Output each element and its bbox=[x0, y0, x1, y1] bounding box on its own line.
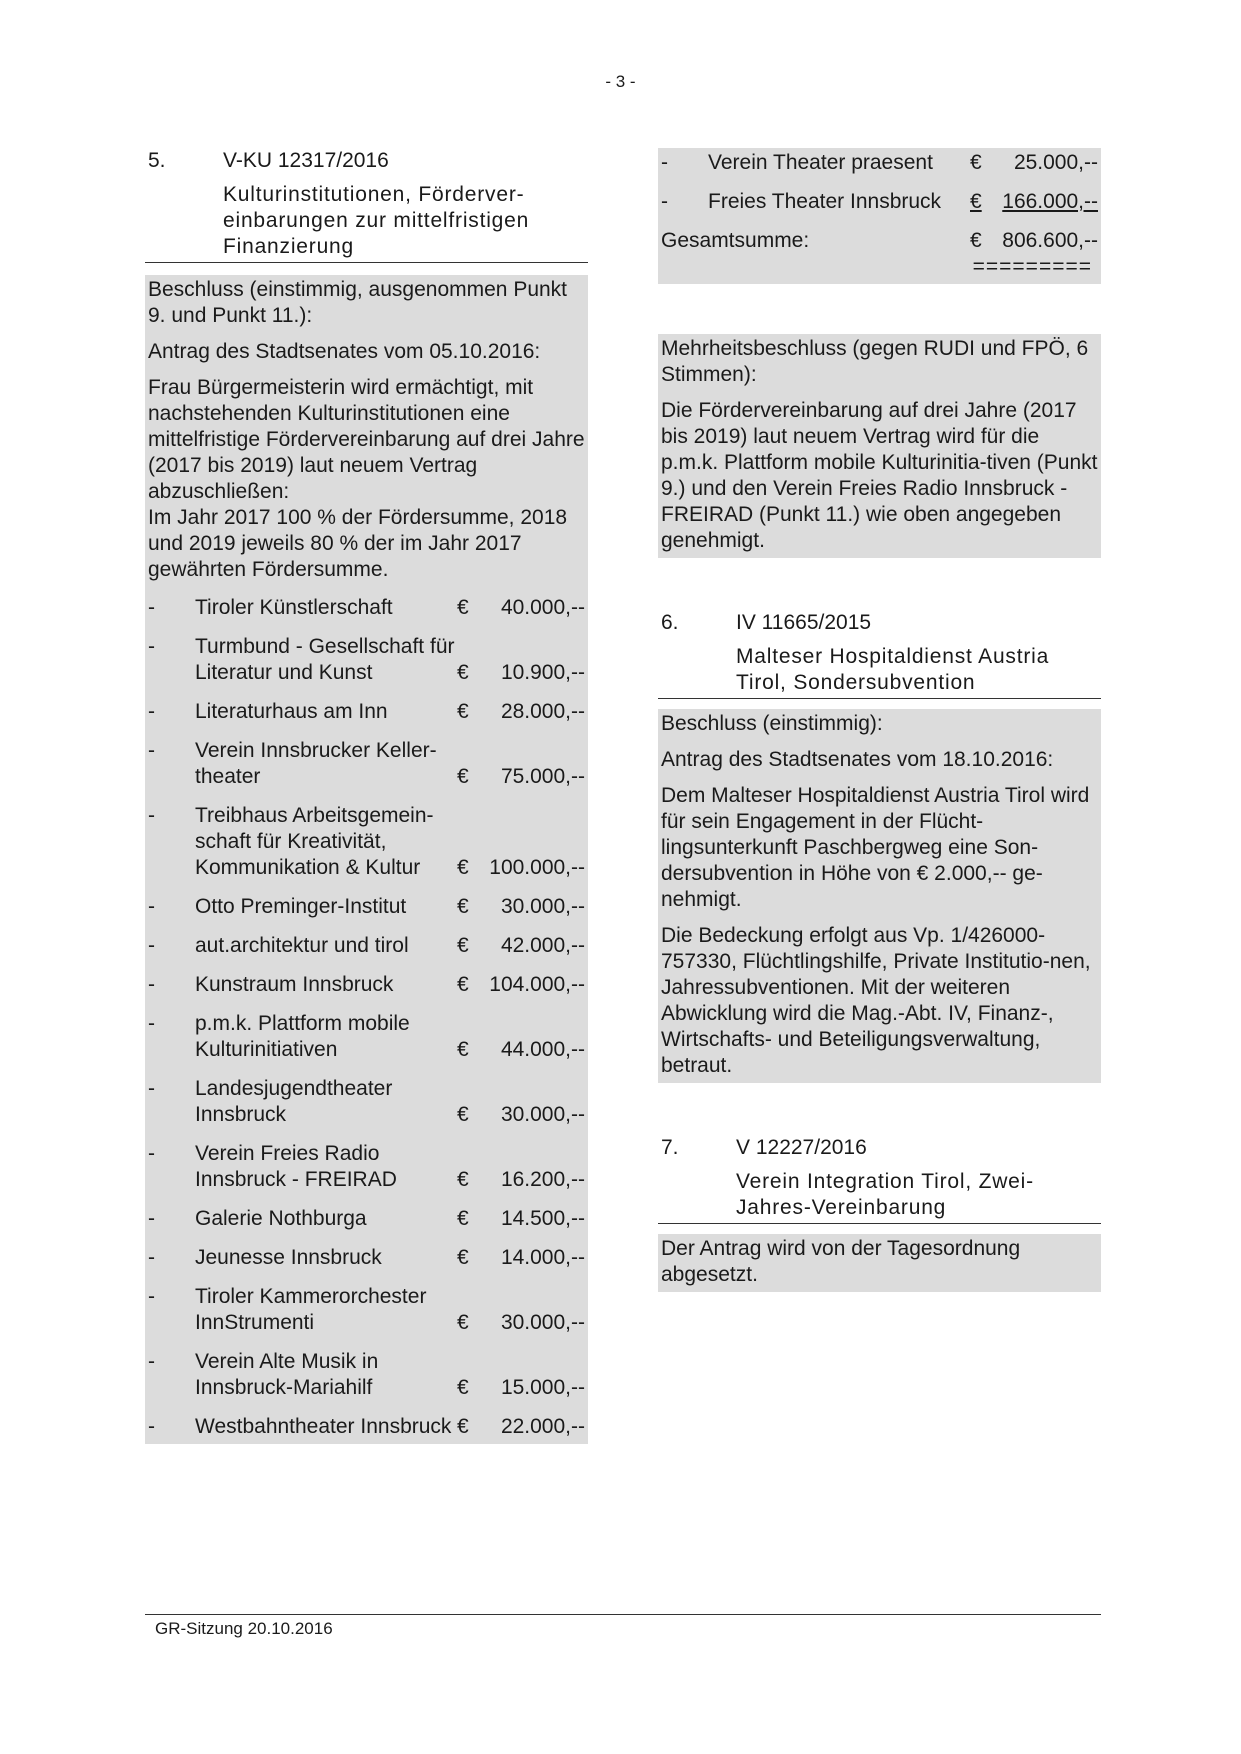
item5-entry-list bbox=[148, 595, 585, 1440]
item6-decision: Beschluss (einstimmig): bbox=[661, 712, 883, 735]
item7-id: V 12227/2016 bbox=[736, 1136, 867, 1159]
item7-text: Der Antrag wird von der Tagesordnung abgesetzt. bbox=[661, 1237, 1021, 1286]
euro-sign: € bbox=[457, 934, 469, 957]
entry-name: Literaturhaus am Inn bbox=[195, 700, 388, 723]
item6-motion: Antrag des Stadtsenates vom 18.10.2016: bbox=[661, 748, 1054, 771]
euro-sign: € bbox=[457, 661, 469, 684]
item5-header bbox=[145, 148, 588, 174]
entry-amount: 10.900,-- bbox=[500, 661, 585, 684]
item6-rule bbox=[658, 698, 1101, 699]
euro-sign: € bbox=[457, 856, 469, 879]
entry-amount: 25.000,-- bbox=[1013, 151, 1098, 174]
left-column bbox=[145, 148, 588, 1444]
euro-sign: € bbox=[457, 700, 469, 723]
item5-number: 5. bbox=[148, 149, 166, 172]
euro-sign: € bbox=[457, 895, 469, 918]
euro-sign: € bbox=[457, 973, 469, 996]
list-dash: - bbox=[148, 1350, 155, 1373]
list-dash: - bbox=[148, 804, 155, 827]
entry-name: p.m.k. Plattform mobile Kulturinitiativen bbox=[195, 1012, 410, 1061]
entry-name: Westbahntheater Innsbruck bbox=[195, 1415, 452, 1438]
entry-name: Treibhaus Arbeitsgemein-schaft für Kreativität, Kommunikation & Kultur bbox=[195, 804, 434, 879]
item5-motion: Antrag des Stadtsenates vom 05.10.2016: bbox=[148, 340, 541, 363]
euro-sign: € bbox=[457, 1376, 469, 1399]
right-column bbox=[658, 148, 1101, 1292]
euro-sign: € bbox=[970, 229, 982, 252]
item5-title bbox=[223, 182, 588, 260]
list-item bbox=[148, 1349, 585, 1401]
entry-amount: 104.000,-- bbox=[489, 973, 585, 996]
entry-name: Verein Theater praesent bbox=[708, 151, 933, 174]
entry-name: aut.architektur und tirol bbox=[195, 934, 409, 957]
euro-sign: € bbox=[970, 190, 982, 213]
list-item bbox=[148, 738, 585, 790]
item7-header bbox=[658, 1135, 1101, 1161]
euro-sign: € bbox=[457, 1207, 469, 1230]
entry-name: Otto Preminger-Institut bbox=[195, 895, 407, 918]
item6-body-2: Die Bedeckung erfolgt aus Vp. 1/426000-757330, Flüchtlingshilfe, Private Institutio-nen, Jahressubventionen. Mit der weiteren Abwicklung wird die Mag.-Abt. IV, Finanz-, Wirtschafts- und Beteiligungsverwaltung, betraut. bbox=[661, 924, 1091, 1077]
list-item bbox=[148, 894, 585, 920]
item5-body bbox=[148, 375, 585, 583]
list-dash: - bbox=[661, 151, 668, 174]
list-item bbox=[148, 1076, 585, 1128]
entry-name: Verein Innsbrucker Keller-theater bbox=[195, 739, 437, 788]
entry-amount: 44.000,-- bbox=[500, 1038, 585, 1061]
item7-number: 7. bbox=[661, 1136, 679, 1159]
item7-title-line: Jahres-Vereinbarung bbox=[736, 1196, 947, 1219]
item5-body-text-2: Im Jahr 2017 100 % der Fördersumme, 2018 und 2019 jeweils 80 % der im Jahr 2017 gewährten Fördersumme. bbox=[148, 506, 568, 581]
item5-body-text: Frau Bürgermeisterin wird ermächtigt, mit nachstehenden Kulturinstitutionen eine mittelfristige Fördervereinbarung auf drei Jahre (2017 bis 2019) laut neuem Vertrag abzuschließen: bbox=[148, 376, 585, 503]
entry-amount: 30.000,-- bbox=[500, 1311, 585, 1334]
item6-title-line: Tirol, Sondersubvention bbox=[736, 671, 976, 694]
item5-resolution-box bbox=[145, 275, 588, 1444]
item5-title-line: einbarungen zur mittelfristigen bbox=[223, 209, 530, 232]
list-dash: - bbox=[148, 1012, 155, 1035]
euro-sign: € bbox=[457, 1038, 469, 1061]
entry-name: Tiroler Kammerorchester InnStrumenti bbox=[195, 1285, 427, 1334]
entry-amount: 15.000,-- bbox=[500, 1376, 585, 1399]
list-item bbox=[148, 634, 585, 686]
euro-sign: € bbox=[457, 1311, 469, 1334]
entry-name: Verein Freies Radio Innsbruck - FREIRAD bbox=[195, 1142, 397, 1191]
list-item bbox=[148, 1414, 585, 1440]
item5-id: V-KU 12317/2016 bbox=[223, 149, 389, 172]
list-dash: - bbox=[148, 739, 155, 762]
list-dash: - bbox=[661, 190, 668, 213]
list-item bbox=[148, 933, 585, 959]
list-dash: - bbox=[148, 1415, 155, 1438]
item5-title-line: Finanzierung bbox=[223, 235, 355, 258]
list-item bbox=[661, 189, 1098, 215]
item5-majority-box bbox=[658, 334, 1101, 558]
item7-title-line: Verein Integration Tirol, Zwei- bbox=[736, 1170, 1034, 1193]
entry-amount: 30.000,-- bbox=[500, 1103, 585, 1126]
list-item bbox=[148, 1284, 585, 1336]
entry-amount: 22.000,-- bbox=[500, 1415, 585, 1438]
list-item bbox=[148, 595, 585, 621]
list-item bbox=[148, 972, 585, 998]
list-dash: - bbox=[148, 1285, 155, 1308]
item7-resolution-box bbox=[658, 1234, 1101, 1292]
euro-sign: € bbox=[457, 1415, 469, 1438]
item6-title-line: Malteser Hospitaldienst Austria bbox=[736, 645, 1050, 668]
entry-name: Jeunesse Innsbruck bbox=[195, 1246, 382, 1269]
item6-body: Dem Malteser Hospitaldienst Austria Tirol wird für sein Engagement in der Flücht-lingsunterkunft Paschbergweg eine Son-dersubvention in Höhe von € 2.000,-- ge-nehmigt. bbox=[661, 784, 1090, 911]
list-dash: - bbox=[148, 1246, 155, 1269]
entry-name: Galerie Nothburga bbox=[195, 1207, 367, 1230]
item5-title-line: Kulturinstitutionen, Förderver- bbox=[223, 183, 525, 206]
entry-amount: 42.000,-- bbox=[500, 934, 585, 957]
footer-text: GR-Sitzung 20.10.2016 bbox=[155, 1619, 333, 1638]
list-dash: - bbox=[148, 635, 155, 658]
item6-number: 6. bbox=[661, 611, 679, 634]
list-item bbox=[148, 1245, 585, 1271]
entry-amount: 75.000,-- bbox=[500, 765, 585, 788]
list-dash: - bbox=[148, 895, 155, 918]
entry-amount: 16.200,-- bbox=[500, 1168, 585, 1191]
euro-sign: € bbox=[970, 151, 982, 174]
total-row bbox=[661, 228, 1098, 280]
total-double-underline: ========= bbox=[972, 255, 1092, 278]
item5-rule bbox=[145, 262, 588, 263]
entry-amount: 28.000,-- bbox=[500, 700, 585, 723]
list-item bbox=[661, 150, 1098, 176]
list-dash: - bbox=[148, 1142, 155, 1165]
item6-resolution-box bbox=[658, 709, 1101, 1083]
entry-amount: 40.000,-- bbox=[500, 596, 585, 619]
list-item bbox=[148, 1206, 585, 1232]
item6-id: IV 11665/2015 bbox=[736, 611, 872, 634]
list-dash: - bbox=[148, 700, 155, 723]
entry-name: Landesjugendtheater Innsbruck bbox=[195, 1077, 393, 1126]
total-label: Gesamtsumme: bbox=[661, 229, 810, 252]
entry-name: Freies Theater Innsbruck bbox=[708, 190, 942, 213]
entry-amount: 30.000,-- bbox=[500, 895, 585, 918]
entry-name: Turmbund - Gesellschaft für Literatur und Kunst bbox=[195, 635, 455, 684]
entry-name: Kunstraum Innsbruck bbox=[195, 973, 394, 996]
entry-amount: 14.000,-- bbox=[500, 1246, 585, 1269]
list-dash: - bbox=[148, 596, 155, 619]
entry-name: Tiroler Künstlerschaft bbox=[195, 596, 393, 619]
euro-sign: € bbox=[457, 1246, 469, 1269]
item7-rule bbox=[658, 1223, 1101, 1224]
entry-amount: 166.000,-- bbox=[1002, 190, 1098, 213]
euro-sign: € bbox=[457, 1168, 469, 1191]
list-item bbox=[148, 1011, 585, 1063]
euro-sign: € bbox=[457, 765, 469, 788]
list-dash: - bbox=[148, 1207, 155, 1230]
page-number: - 3 - bbox=[605, 72, 636, 91]
item5-majority-decision: Mehrheitsbeschluss (gegen RUDI und FPÖ, 6 Stimmen): bbox=[661, 337, 1089, 386]
list-item bbox=[148, 803, 585, 881]
item5-majority-text: Die Fördervereinbarung auf drei Jahre (2017 bis 2019) laut neuem Vertrag wird für die p.m.k. Plattform mobile Kulturinitia-tiven (Punkt 9.) und den Verein Freies Radio Innsbruck - FREIRAD (Punkt 11.) wie oben angegeben genehmigt. bbox=[661, 399, 1098, 552]
entry-amount: 14.500,-- bbox=[500, 1207, 585, 1230]
list-dash: - bbox=[148, 973, 155, 996]
item6-header bbox=[658, 610, 1101, 636]
total-amount: 806.600,-- bbox=[1002, 229, 1098, 252]
footer-rule bbox=[145, 1614, 1101, 1615]
entry-amount: 100.000,-- bbox=[489, 856, 585, 879]
item7-title bbox=[736, 1169, 1101, 1221]
item5-decision: Beschluss (einstimmig, ausgenommen Punkt 9. und Punkt 11.): bbox=[148, 278, 568, 327]
euro-sign: € bbox=[457, 596, 469, 619]
list-item bbox=[148, 1141, 585, 1193]
item6-title bbox=[736, 644, 1101, 696]
item5-continued-box bbox=[658, 148, 1101, 284]
list-item bbox=[148, 699, 585, 725]
euro-sign: € bbox=[457, 1103, 469, 1126]
list-dash: - bbox=[148, 934, 155, 957]
list-dash: - bbox=[148, 1077, 155, 1100]
entry-name: Verein Alte Musik in Innsbruck-Mariahilf bbox=[195, 1350, 379, 1399]
